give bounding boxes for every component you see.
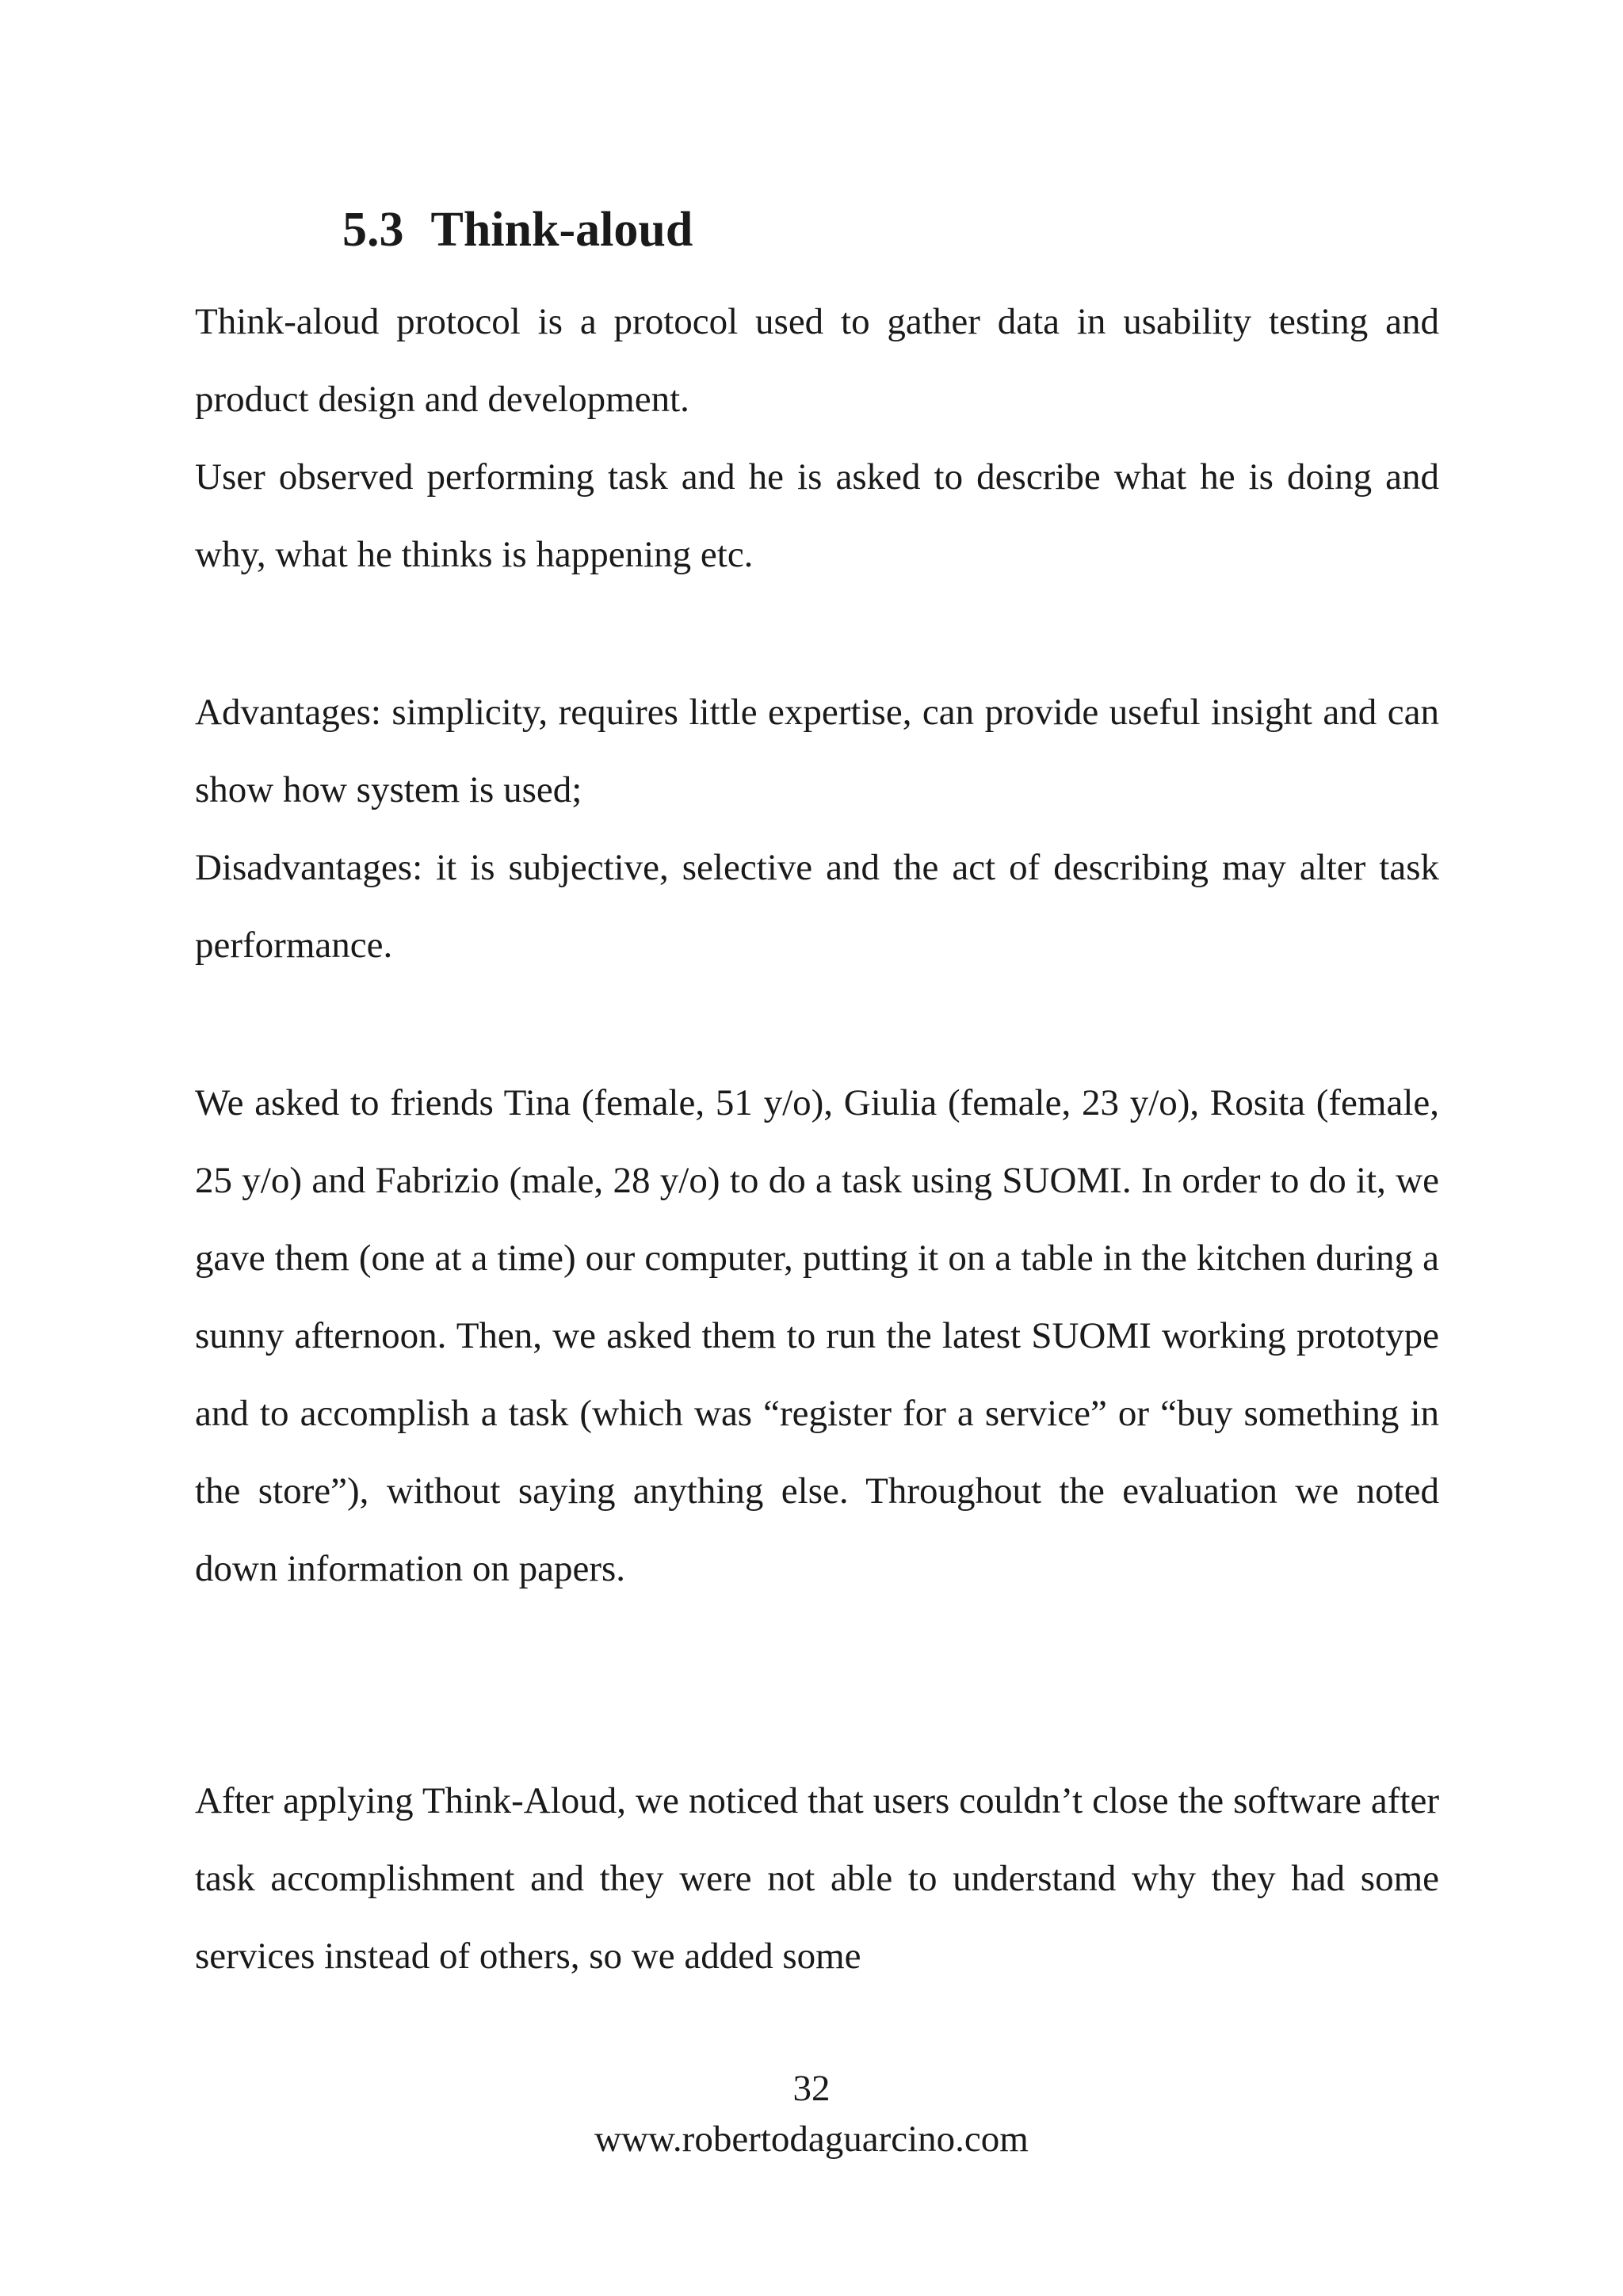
section-number: 5.3 (342, 203, 404, 257)
paragraph-intro (195, 283, 1439, 593)
section-heading (342, 198, 693, 261)
disadvantages-text: Disadvantages: it is subjective, selective and the act of describing may alter task performance. (195, 847, 1439, 966)
paragraph-findings: After applying Think-Aloud, we noticed that users couldn’t close the software after task accomplishment and they were not able to understand why they had some services instead of others, so we added some (195, 1780, 1439, 1977)
paragraph-pros-cons (195, 673, 1439, 984)
section-title: Think-aloud (430, 203, 693, 257)
intro-description: User observed performing task and he is asked to describe what he is doing and why, what he thinks is happening etc. (195, 456, 1439, 575)
intro-definition: Think-aloud protocol is a protocol used to gather data in usability testing and product design and development. (195, 301, 1439, 420)
advantages-text: Advantages: simplicity, requires little expertise, can provide useful insight and can show how system is used; (195, 692, 1439, 810)
footer-website: www.robertodaguarcino.com (594, 2119, 1029, 2160)
paragraph-procedure: We asked to friends Tina (female, 51 y/o), Giulia (female, 23 y/o), Rosita (female, 25 y/o) and Fabrizio (male, 28 y/o) to do a task using SUOMI. In order to do it, we gave them (one at a time) our computer, putting it on a table in the kitchen during a sunny afternoon. Then, we asked them to run the latest SUOMI working prototype and to accomplish a task (which was “register for a service” or “buy something in the store”), without saying anything else. Throughout the evaluation we noted down information on papers. (195, 1082, 1439, 1589)
page-number: 32 (792, 2068, 831, 2109)
